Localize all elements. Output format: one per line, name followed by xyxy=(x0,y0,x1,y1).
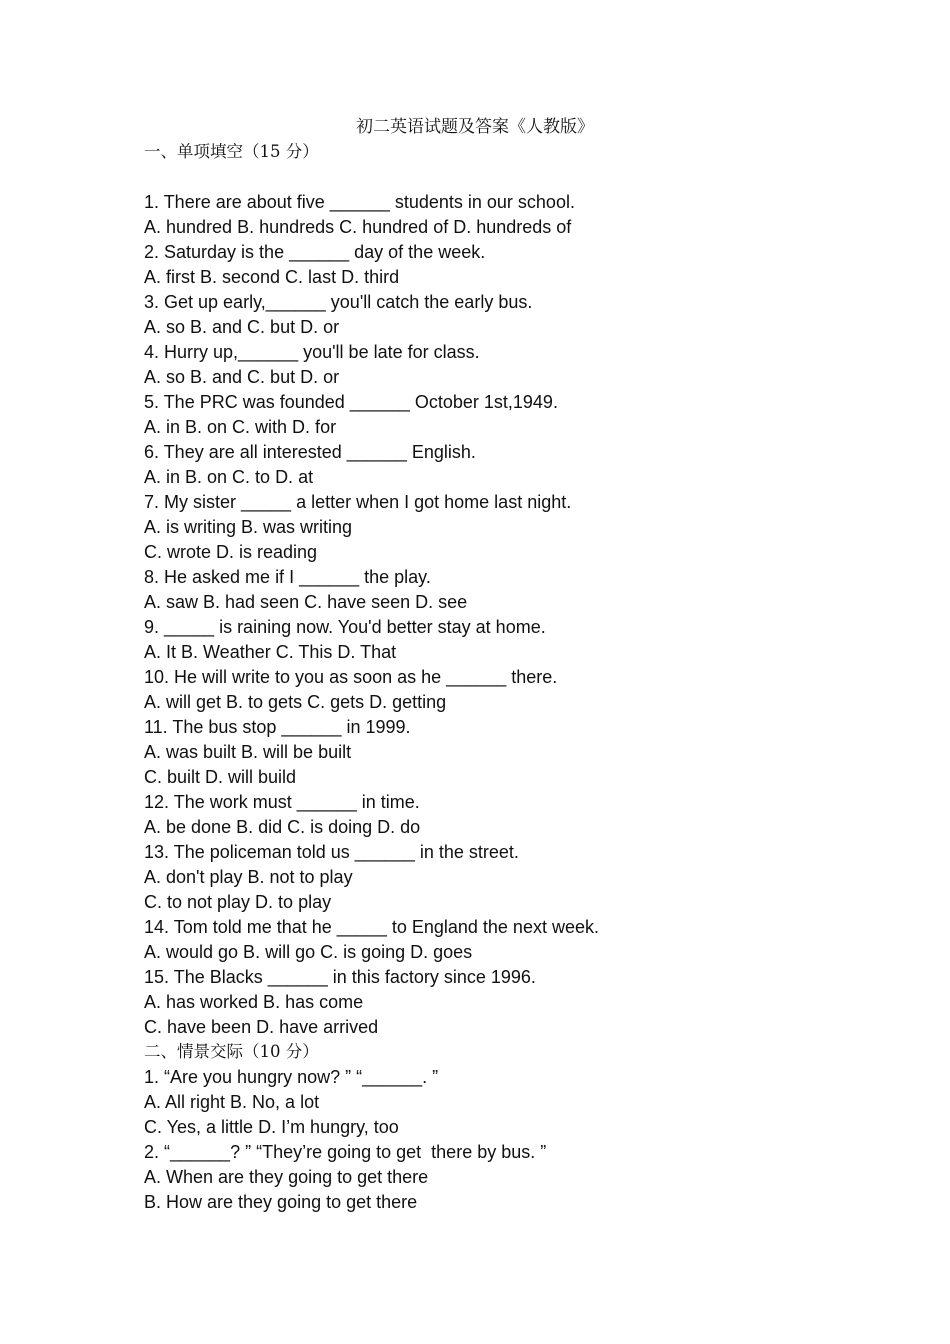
answer-options: A. in B. on C. with D. for xyxy=(144,417,337,437)
question-text: 1. There are about five ______ students in our school. xyxy=(144,192,575,212)
answer-options: A. hundred B. hundreds C. hundred of D. hundreds of xyxy=(144,217,572,237)
answer-options: A. be done B. did C. is doing D. do xyxy=(144,817,421,837)
section-heading: 二、情景交际（10 分） xyxy=(144,1042,319,1061)
answer-options: A. in B. on C. to D. at xyxy=(144,467,314,487)
answer-options: A. All right B. No, a lot xyxy=(144,1092,320,1112)
question-text: 12. The work must ______ in time. xyxy=(144,792,420,812)
answer-options: A. It B. Weather C. This D. That xyxy=(144,642,397,662)
answer-options: C. to not play D. to play xyxy=(144,892,332,912)
question-text: 2. “______? ” “They’re going to get there by bus. ” xyxy=(144,1142,547,1162)
answer-options: A. will get B. to gets C. gets D. getting xyxy=(144,692,447,712)
question-text: 4. Hurry up,______ you'll be late for class. xyxy=(144,342,480,362)
section-heading: 一、单项填空（15 分） xyxy=(144,142,319,161)
question-text: 8. He asked me if I ______ the play. xyxy=(144,567,431,587)
answer-options: C. built D. will build xyxy=(144,767,297,787)
question-text: 14. Tom told me that he _____ to England the next week. xyxy=(144,917,599,937)
answer-options: A. first B. second C. last D. third xyxy=(144,267,400,287)
question-text: 9. _____ is raining now. You'd better stay at home. xyxy=(144,617,546,637)
question-text: 7. My sister _____ a letter when I got home last night. xyxy=(144,492,572,512)
question-text: 6. They are all interested ______ English. xyxy=(144,442,476,462)
answer-options: A. When are they going to get there xyxy=(144,1167,429,1187)
answer-options: A. was built B. will be built xyxy=(144,742,352,762)
answer-options: C. wrote D. is reading xyxy=(144,542,318,562)
answer-options: B. How are they going to get there xyxy=(144,1192,418,1212)
question-text: 1. “Are you hungry now? ” “______. ” xyxy=(144,1067,439,1087)
question-text: 11. The bus stop ______ in 1999. xyxy=(144,717,411,737)
answer-options: A. would go B. will go C. is going D. goes xyxy=(144,942,473,962)
answer-options: A. so B. and C. but D. or xyxy=(144,367,340,387)
document-title: 初二英语试题及答案《人教版》 xyxy=(356,117,594,137)
question-text: 5. The PRC was founded ______ October 1st,1949. xyxy=(144,392,558,412)
question-text: 13. The policeman told us ______ in the street. xyxy=(144,842,519,862)
answer-options: A. saw B. had seen C. have seen D. see xyxy=(144,592,468,612)
answer-options: A. don't play B. not to play xyxy=(144,867,353,887)
answer-options: C. have been D. have arrived xyxy=(144,1017,379,1037)
question-text: 2. Saturday is the ______ day of the week. xyxy=(144,242,486,262)
answer-options: A. is writing B. was writing xyxy=(144,517,353,537)
answer-options: A. has worked B. has come xyxy=(144,992,364,1012)
answer-options: C. Yes, a little D. I’m hungry, too xyxy=(144,1117,399,1137)
question-text: 15. The Blacks ______ in this factory since 1996. xyxy=(144,967,536,987)
answer-options: A. so B. and C. but D. or xyxy=(144,317,340,337)
question-text: 10. He will write to you as soon as he ______ there. xyxy=(144,667,558,687)
question-text: 3. Get up early,______ you'll catch the early bus. xyxy=(144,292,533,312)
